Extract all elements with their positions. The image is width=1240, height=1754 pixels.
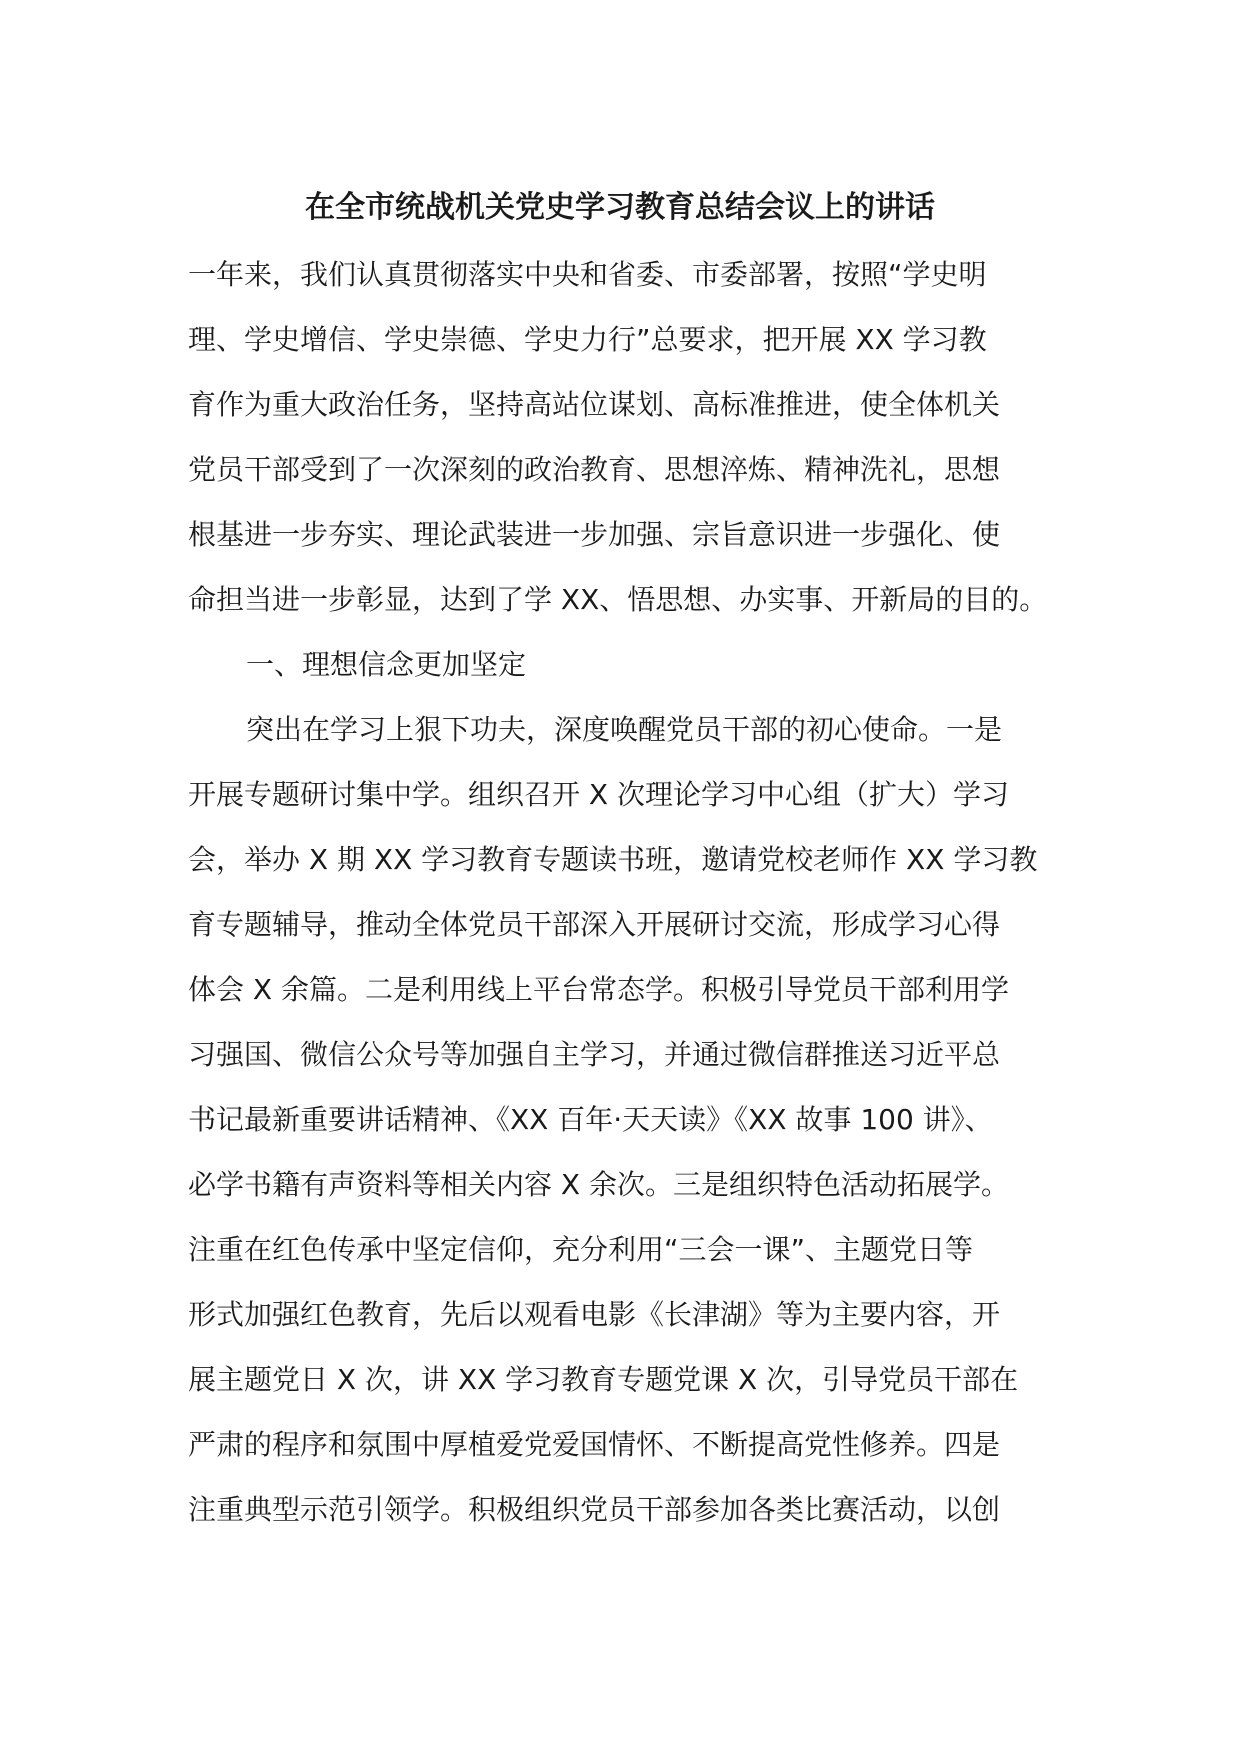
paragraph-line: 理、学史增信、学史崇德、学史力行”总要求，把开展 XX 学习教 [188, 323, 987, 356]
paragraph-line: 注重在红色传承中坚定信仰，充分利用“三会一课”、主题党日等 [188, 1233, 974, 1266]
paragraph-line: 党员干部受到了一次深刻的政治教育、思想淬炼、精神洗礼，思想 [188, 453, 1001, 486]
paragraph-line: 一年来，我们认真贯彻落实中央和省委、市委部署，按照“学史明 [188, 258, 987, 291]
paragraph-line: 根基进一步夯实、理论武装进一步加强、宗旨意识进一步强化、使 [188, 518, 1001, 551]
paragraph-line: 展主题党日 X 次，讲 XX 学习教育专题党课 X 次，引导党员干部在 [188, 1363, 1019, 1396]
paragraph-line: 会，举办 X 期 XX 学习教育专题读书班，邀请党校老师作 XX 学习教 [188, 843, 1038, 876]
paragraph-line: 书记最新重要讲话精神、《XX 百年·天天读》《XX 故事 100 讲》、 [188, 1103, 993, 1136]
paragraph-line: 育作为重大政治任务，坚持高站位谋划、高标准推进，使全体机关 [188, 388, 1001, 421]
paragraph-line: 育专题辅导，推动全体党员干部深入开展研讨交流，形成学习心得 [188, 908, 1001, 941]
document-title: 在全市统战机关党史学习教育总结会议上的讲话 [305, 190, 935, 225]
paragraph-line: 命担当进一步彰显，达到了学 XX、悟思想、办实事、开新局的目的。 [188, 583, 1048, 616]
paragraph-line: 习强国、微信公众号等加强自主学习，并通过微信群推送习近平总 [188, 1038, 1001, 1071]
document-body [188, 253, 1068, 1553]
paragraph-line: 体会 X 余篇。二是利用线上平台常态学。积极引导党员干部利用学 [188, 973, 1009, 1006]
paragraph-line: 注重典型示范引领学。积极组织党员干部参加各类比赛活动，以创 [188, 1493, 1001, 1526]
section-heading: 一、理想信念更加坚定 [246, 648, 527, 681]
paragraph-line: 必学书籍有声资料等相关内容 X 余次。三是组织特色活动拓展学。 [188, 1168, 1009, 1201]
paragraph-line: 开展专题研讨集中学。组织召开 X 次理论学习中心组（扩大）学习 [188, 778, 1009, 811]
paragraph-line: 严肃的程序和氛围中厚植爱党爱国情怀、不断提高党性修养。四是 [188, 1428, 1001, 1461]
paragraph-line: 突出在学习上狠下功夫，深度唤醒党员干部的初心使命。一是 [246, 713, 1003, 746]
paragraph-line: 形式加强红色教育，先后以观看电影《长津湖》等为主要内容，开 [188, 1298, 1001, 1331]
